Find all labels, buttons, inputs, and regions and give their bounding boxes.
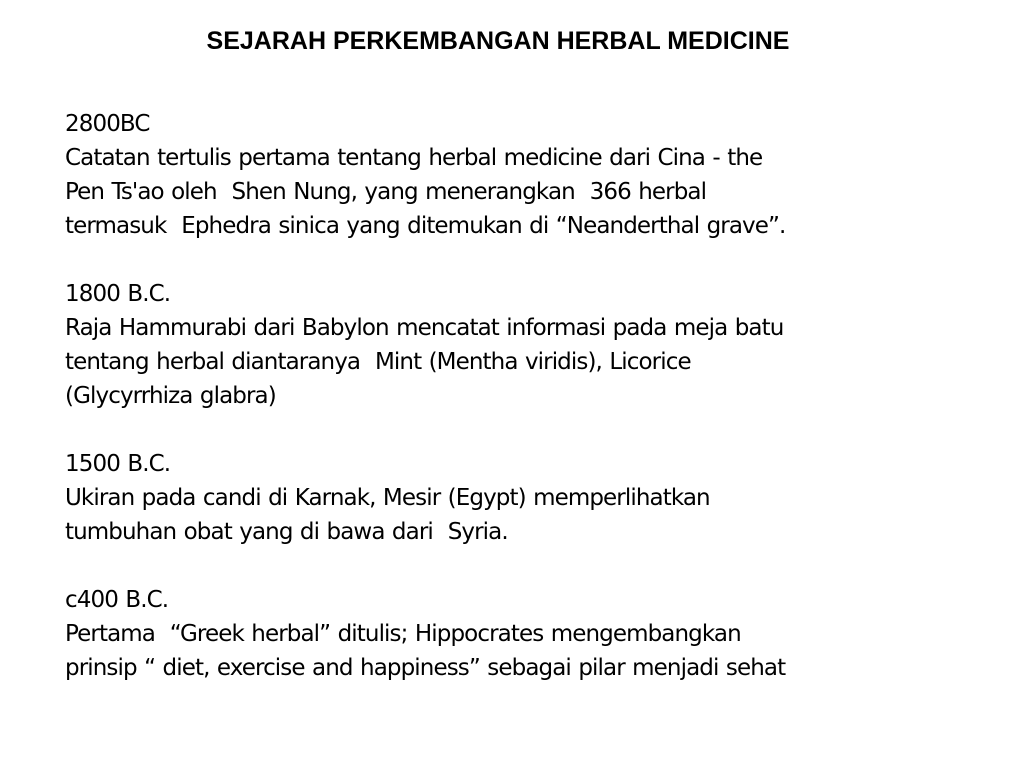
entry-line: tentang herbal diantaranya Mint (Mentha viridis), Licorice [65,349,691,375]
entry-date: 1800 B.C. [65,281,171,307]
entry-line: Pertama “Greek herbal” ditulis; Hippocrates mengembangkan [65,621,741,647]
entry-line: tumbuhan obat yang di bawa dari Syria. [65,519,508,545]
timeline-entry-1500bc [65,447,1010,549]
timeline-entry-c400bc [65,583,1010,685]
entry-line: Catatan tertulis pertama tentang herbal medicine dari Cina - the [65,145,763,171]
entry-line: prinsip “ diet, exercise and happiness” sebagai pilar menjadi sehat [65,655,786,681]
slide-title: SEJARAH PERKEMBANGAN HERBAL MEDICINE [206,27,790,55]
entry-line: (Glycyrrhiza glabra) [65,383,276,409]
timeline-entry-1800bc [65,277,1010,413]
entry-line: Raja Hammurabi dari Babylon mencatat informasi pada meja batu [65,315,784,341]
entry-line: termasuk Ephedra sinica yang ditemukan di “Neanderthal grave”. [65,213,786,239]
entry-date: 2800BC [65,111,150,137]
entry-date: c400 B.C. [65,587,169,613]
timeline-entry-2800bc [65,107,1010,243]
entry-date: 1500 B.C. [65,451,171,477]
timeline-body [65,107,1010,685]
entry-line: Pen Ts'ao oleh Shen Nung, yang menerangkan 366 herbal [65,179,707,205]
entry-line: Ukiran pada candi di Karnak, Mesir (Egypt) memperlihatkan [65,485,710,511]
